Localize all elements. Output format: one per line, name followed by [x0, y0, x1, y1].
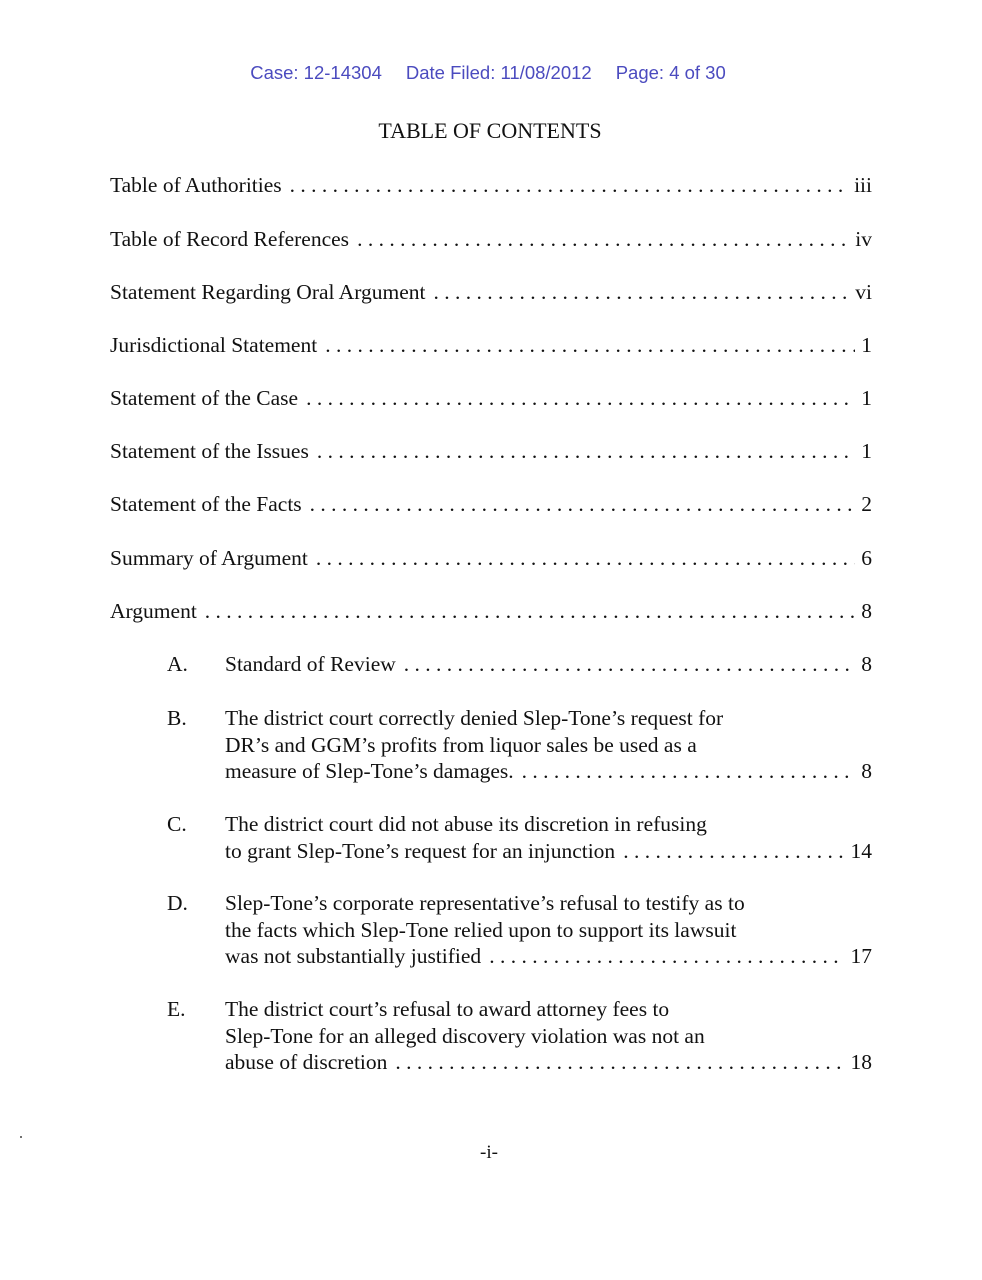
toc-entry-text: the facts which Slep-Tone relied upon to support its lawsuit — [225, 917, 737, 942]
toc-entry-line — [225, 758, 872, 785]
toc-entry-line — [225, 811, 872, 838]
toc-entry-text: Slep-Tone’s corporate representative’s refusal to testify as to — [225, 891, 745, 915]
toc-entry-text: The district court did not abuse its discretion in refusing — [225, 812, 707, 836]
toc-page-number: 17 — [850, 944, 872, 968]
toc-entry-text: Table of Authorities — [110, 173, 282, 197]
toc-entry-body — [110, 545, 872, 572]
toc-entry-text: Statement Regarding Oral Argument — [110, 280, 426, 304]
toc-entry-line — [225, 890, 872, 917]
dot-leader — [290, 172, 848, 199]
dot-leader — [310, 491, 856, 518]
toc-entry-body — [110, 332, 872, 359]
toc-entry-text: The district court’s refusal to award attorney fees to — [225, 997, 670, 1021]
toc-entry-line — [110, 438, 872, 465]
case-number: Case: 12-14304 — [250, 62, 382, 83]
toc-entry-text: Summary of Argument — [110, 546, 308, 570]
toc-page-number: 2 — [861, 492, 872, 516]
toc-entry-text: Standard of Review — [225, 652, 396, 676]
dot-leader — [489, 943, 844, 970]
page-title: TABLE OF CONTENTS — [378, 118, 602, 143]
dot-leader — [317, 438, 855, 465]
toc-subentry-letter: C. — [167, 812, 187, 836]
toc-subentry-letter: B. — [167, 706, 187, 730]
toc-entry-line — [110, 598, 872, 625]
toc-entry-line — [225, 705, 872, 732]
dot-leader — [404, 651, 855, 678]
toc-entry-line — [225, 917, 872, 944]
toc-entry-body — [110, 172, 872, 199]
toc-entry-text: Statement of the Case — [110, 386, 299, 410]
toc-page-number: 1 — [861, 333, 872, 357]
dot-leader — [306, 385, 855, 412]
date-filed: Date Filed: 11/08/2012 — [405, 62, 592, 83]
toc-entry-body — [110, 598, 872, 625]
toc-entry-line — [225, 732, 872, 759]
toc-entry-text: Statement of the Issues — [110, 439, 309, 463]
toc-entry-text: abuse of discretion — [225, 1050, 388, 1074]
toc-entry-text: Table of Record References — [110, 227, 350, 251]
toc-entry-body — [110, 491, 872, 518]
toc-entry-text: Statement of the Facts — [110, 492, 302, 516]
page-indicator: Page: 4 of 30 — [615, 62, 726, 83]
toc-entry-line — [110, 545, 872, 572]
toc-entry-body — [225, 651, 872, 678]
toc-entry-body — [110, 438, 872, 465]
toc-page-number: 18 — [850, 1050, 872, 1074]
toc-entry-line — [110, 279, 872, 306]
toc-entry-line — [225, 651, 872, 678]
toc-entry-line — [225, 1023, 872, 1050]
dot-leader — [623, 838, 844, 865]
toc-entry-text: DR’s and GGM’s profits from liquor sales be used as a — [225, 732, 697, 757]
dot-leader — [325, 332, 855, 359]
toc-entry-line — [110, 332, 872, 359]
toc-subentry-letter: E. — [167, 997, 186, 1021]
toc-entry-line — [110, 491, 872, 518]
toc-entry-line — [225, 838, 872, 865]
toc-entry-body — [225, 811, 872, 864]
toc-page-number: 14 — [850, 838, 872, 863]
toc-page-number: 8 — [861, 759, 872, 783]
toc-entry-body — [110, 385, 872, 412]
toc-entry-body — [225, 996, 872, 1076]
toc-entry-body — [225, 705, 872, 785]
toc-entry-line — [225, 943, 872, 970]
toc-subentry-letter: D. — [167, 891, 188, 915]
toc-entry-line — [225, 996, 872, 1023]
toc-entry-text: to grant Slep-Tone’s request for an injunction — [225, 838, 616, 863]
toc-entry-line — [110, 385, 872, 412]
toc-page-number: 1 — [861, 439, 872, 463]
toc-entry-text: Slep-Tone for an alleged discovery violation was not an — [225, 1023, 705, 1048]
toc-entry-line — [110, 172, 872, 199]
toc-entry-line — [110, 226, 872, 253]
toc-page-number: 8 — [861, 599, 872, 623]
toc-subentry-letter: A. — [167, 652, 188, 676]
dot-leader — [395, 1049, 844, 1076]
toc-entry-text: Argument — [110, 599, 197, 623]
page-footer: -i- — [480, 1142, 498, 1163]
toc-entry-text: Jurisdictional Statement — [110, 333, 318, 357]
toc-entry-text: The district court correctly denied Slep-Tone’s request for — [225, 706, 724, 730]
toc-page-number: 8 — [861, 652, 872, 676]
toc-entry-line — [225, 1049, 872, 1076]
toc-entry-body — [110, 279, 872, 306]
scan-speck — [20, 1136, 22, 1138]
toc-page-number: iii — [854, 173, 872, 197]
toc-entry-body — [225, 890, 872, 970]
dot-leader — [522, 758, 856, 785]
toc-page-number: vi — [855, 280, 872, 304]
toc-page-number: iv — [855, 227, 872, 251]
toc-entry-body — [110, 226, 872, 253]
toc-page-number: 1 — [861, 386, 872, 410]
dot-leader — [433, 279, 849, 306]
toc-entry-text: was not substantially justified — [225, 944, 482, 968]
dot-leader — [357, 226, 849, 253]
dot-leader — [205, 598, 855, 625]
toc-page-number: 6 — [861, 546, 872, 570]
dot-leader — [316, 545, 855, 572]
toc-entry-text: measure of Slep-Tone’s damages. — [225, 759, 514, 783]
